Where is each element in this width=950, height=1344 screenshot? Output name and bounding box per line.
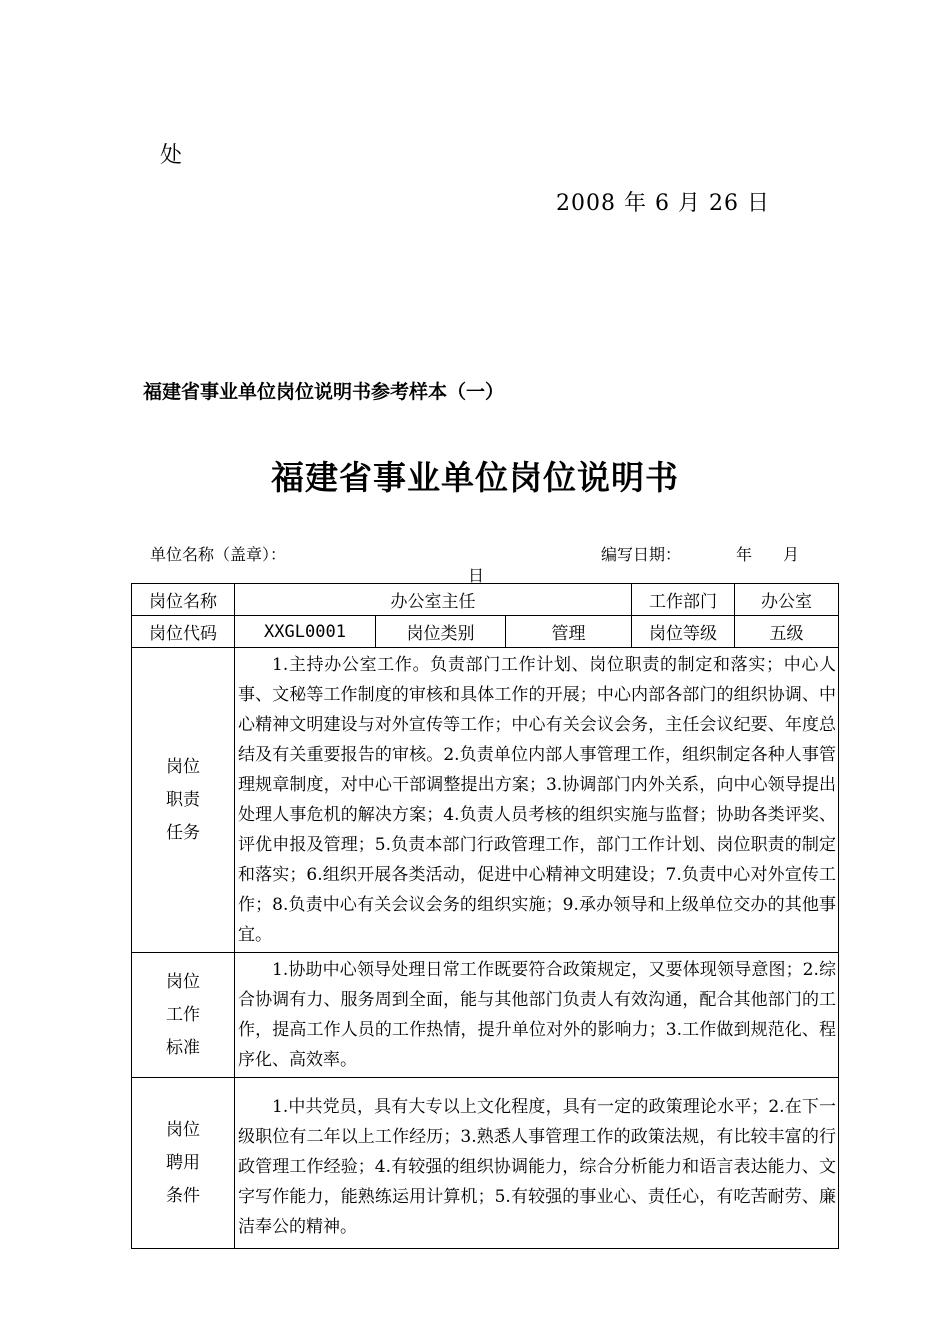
position-name-label: 岗位名称 <box>132 584 235 616</box>
position-name-value: 办公室主任 <box>235 584 632 616</box>
position-level-label: 岗位等级 <box>632 616 735 648</box>
compile-date-label: 编写日期： <box>601 545 682 564</box>
work-standards-label: 岗位 工作 标准 <box>132 953 235 1078</box>
table-row <box>132 584 839 616</box>
compile-date-month: 月 <box>783 545 800 564</box>
duties-text: 1.主持办公室工作。负责部门工作计划、岗位职责的制定和落实；中心人事、文秘等工作制度的审核和具体工作的开展；中心内部各部门的组织协调、中心精神文明建设与对外宣传等工作；中心有关会议会务，主任会议纪要、年度总结及有关重要报告的审核。2.负责单位内部人事管理工作，组织制定各种人事管理规章制度，对中心干部调整提出方案；3.协调部门内外关系，向中心领导提出处理人事危机的解决方案；4.负责人员考核的组织实施与监督；协助各类评奖、评优申报及管理；5.负责本部门行政管理工作，部门工作计划、岗位职责的制定和落实；6.组织开展各类活动，促进中心精神文明建设；7.负责中心对外宣传工作；8.负责中心有关会议会务的组织实施；9.承办领导和上级单位交办的其他事宜。 <box>235 648 839 953</box>
position-type-label: 岗位类别 <box>376 616 506 648</box>
position-type-value: 管理 <box>506 616 632 648</box>
duties-label: 岗位 职责 任务 <box>132 648 235 953</box>
work-standards-text: 1.协助中心领导处理日常工作既要符合政策规定，又要体现领导意图；2.综合协调有力、服务周到全面，能与其他部门负责人有效沟通，配合其他部门的工作，提高工作人员的工作热情，提升单位对外的影响力；3.工作做到规范化、程序化、高效率。 <box>235 953 839 1078</box>
table-row <box>132 616 839 648</box>
department-value: 办公室 <box>735 584 839 616</box>
position-code-value: XXGL0001 <box>235 616 376 648</box>
unit-name-label: 单位名称（盖章）： <box>150 545 287 564</box>
department-label: 工作部门 <box>632 584 735 616</box>
signature-date: 2008 年 6 月 26 日 <box>556 191 770 216</box>
requirements-text: 1.中共党员，具有大专以上文化程度，具有一定的政策理论水平；2.在下一级职位有二年以上工作经历；3.熟悉人事管理工作的政策法规，有比较丰富的行政管理工作经验；4.有较强的组织协调能力，综合分析能力和语言表达能力、文字写作能力，能熟练运用计算机；5.有较强的事业心、责任心，有吃苦耐劳、廉洁奉公的精神。 <box>235 1078 839 1249</box>
compile-date-year: 年 <box>736 545 753 564</box>
position-level-value: 五级 <box>735 616 839 648</box>
document-subtitle: 福建省事业单位岗位说明书参考样本（一） <box>143 381 505 403</box>
top-fragment-char: 处 <box>160 143 183 168</box>
table-row <box>132 1078 839 1249</box>
job-description-table <box>131 583 839 1249</box>
position-code-label: 岗位代码 <box>132 616 235 648</box>
page-title: 福建省事业单位岗位说明书 <box>271 458 679 497</box>
compile-date-day: 日 <box>468 566 485 585</box>
table-row <box>132 648 839 953</box>
requirements-label: 岗位 聘用 条件 <box>132 1078 235 1249</box>
table-row <box>132 953 839 1078</box>
